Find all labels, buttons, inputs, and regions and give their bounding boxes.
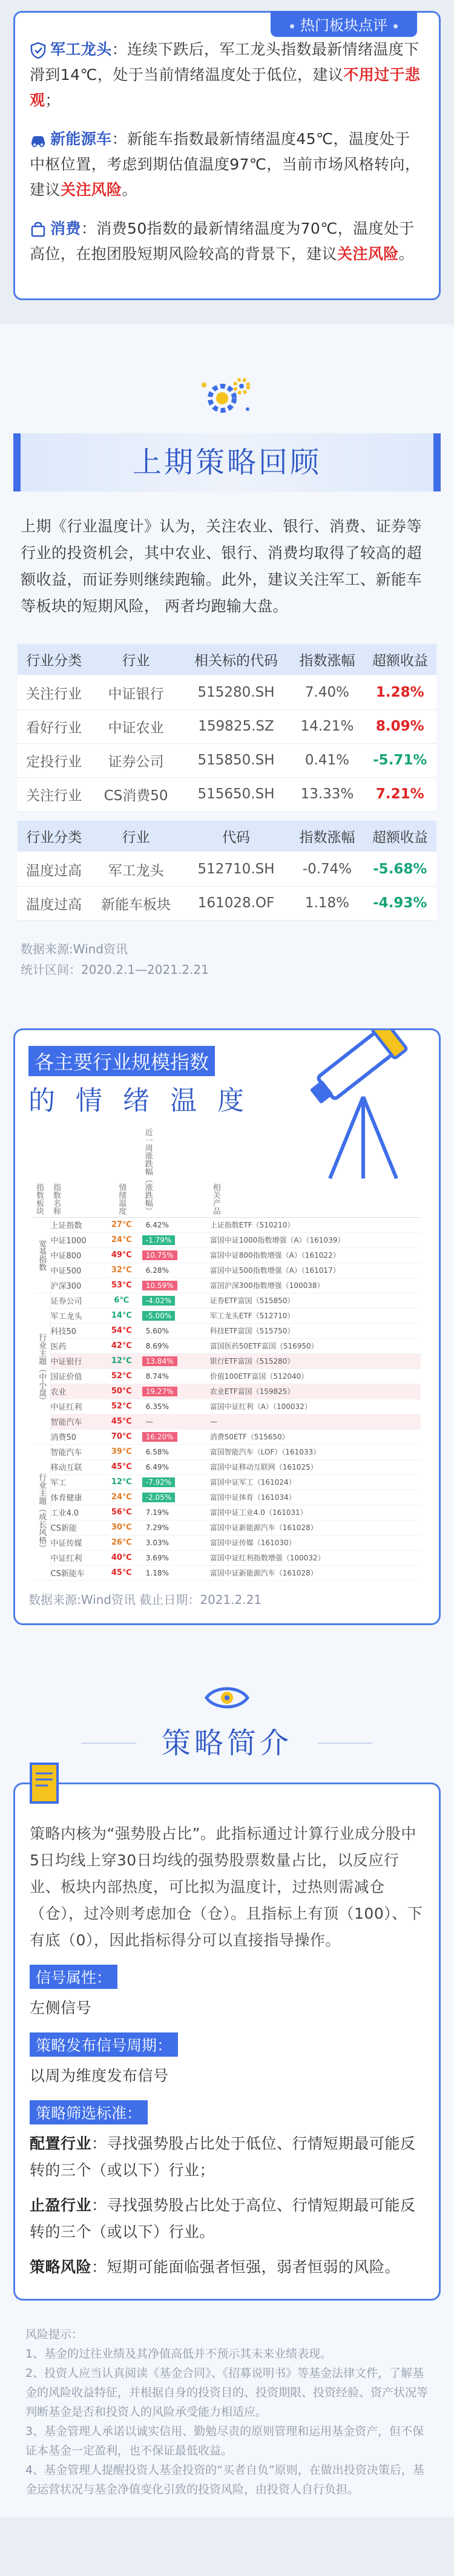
signal-period-label: 策略发布信号周期： — [30, 2032, 178, 2057]
table-row: 温度过高 军工龙头 512710.SH -0.74% -5.68% — [18, 852, 436, 886]
change-value: — — [145, 1417, 153, 1426]
temperature-value: 45℃ — [106, 1414, 137, 1429]
index-name: 科技50 — [50, 1323, 106, 1338]
temperature-value: 24℃ — [106, 1232, 137, 1247]
temperature-value: 14℃ — [106, 1308, 137, 1323]
table-row — [33, 1232, 421, 1247]
related-product: 富国中证红利（A）（100032） — [204, 1399, 421, 1414]
related-product: 富国中证体育（161034） — [204, 1490, 421, 1505]
risk-disclaimer: 风险提示： 1、基金的过往业绩及其净值高低并不预示其未来业绩表现。 2、投资人应当认真阅读《基金合同》、《招募说明书》等基金法律文件，了解基金的风险收益特征，并根据自身的投资目的、投资期限、投资经验、资产状况等判断基金是否和投资人的风险承受能力相适应。 3、基金管理人承诺以诚实信用、勤勉尽责的原则管理和运用基金资产，但不保证本基金一定盈利，也不保证最低收益。 4、基金管理人提醒投资人基金投资的“买者自负”原则，在做出投资决策后，基金运营状况与基金净值变化引致的投资风险，由投资人自行负担。 — [25, 2327, 429, 2496]
table-row: 看好行业 中证农业 159825.SZ 14.21% 8.09% — [18, 709, 436, 743]
temperature-value: 50℃ — [106, 1384, 137, 1399]
index-name: 智能汽车 — [50, 1444, 106, 1459]
temperature-value: 32℃ — [106, 1263, 137, 1278]
table-header: 行业分类 行业 代码 指数涨幅 超额收益 — [18, 821, 436, 852]
criteria-risk: 策略风险：短期可能面临强者恒强，弱者恒弱的风险。 — [30, 2258, 401, 2276]
table-row: 温度过高 新能车板块 161028.OF 1.18% -4.93% — [18, 886, 436, 920]
review-title: 上期策略回顾 — [132, 445, 321, 479]
table-row — [33, 1263, 421, 1278]
index-name: 军工龙头 — [50, 1308, 106, 1323]
table-row — [33, 1429, 421, 1444]
table-row — [33, 1323, 421, 1338]
temperature-table — [33, 1128, 421, 1581]
index-name: 农业 — [50, 1384, 106, 1399]
change-value: 8.69% — [142, 1341, 173, 1351]
change-value: 13.84% — [142, 1356, 177, 1366]
change-value: 3.69% — [142, 1553, 173, 1563]
group-label: 宽基指数 — [33, 1217, 50, 1293]
table-row — [33, 1490, 421, 1505]
temperature-value: 45℃ — [106, 1565, 137, 1580]
related-product: 上证指数ETF（510210） — [204, 1217, 421, 1232]
group-label: 行业主题（中小盘） — [33, 1293, 50, 1444]
intro-card — [13, 1782, 441, 2301]
index-name: 中证红利 — [50, 1550, 106, 1565]
review-title-bar — [13, 433, 441, 491]
related-product: 农业ETF富国（159825） — [204, 1384, 421, 1399]
book-icon — [27, 1760, 64, 1809]
index-name: 工业4.0 — [50, 1505, 106, 1520]
related-product: 富国沪深300指数增强（100038） — [204, 1278, 421, 1293]
related-product: — — [204, 1414, 421, 1429]
telescope-icon — [306, 1028, 421, 1181]
table-header: 指数板块 指数名称 情绪温度 近一周涨跌幅（涨跌幅） 相关产品 — [33, 1128, 421, 1218]
related-product: 银行ETF富国（515280） — [204, 1353, 421, 1368]
shield-icon — [30, 42, 47, 59]
table-row — [33, 1459, 421, 1474]
review-section — [0, 324, 454, 1004]
related-product: 富国智能汽车（LOF）（161033） — [204, 1444, 421, 1459]
temperature-value: 12℃ — [106, 1353, 137, 1368]
related-product: 富国医药50ETF富国（516950） — [204, 1338, 421, 1353]
review-paragraph: 上期《行业温度计》认为，关注农业、银行、消费、证券等行业的投资机会，其中农业、银行、消费均取得了较高的超额收益，而证券则继续跑输。此外，建议关注军工、新能车等板块的短期风险， 两者均跑输大盘。 — [21, 518, 423, 615]
table-row — [33, 1293, 421, 1308]
temp-title-2: 的 情 绪 温 度 — [28, 1085, 250, 1116]
table-row: 关注行业 中证银行 515280.SH 7.40% 1.28% — [18, 675, 436, 709]
index-name: 军工 — [50, 1474, 106, 1490]
temperature-value: 27℃ — [106, 1217, 137, 1232]
index-name: 证券公司 — [50, 1293, 106, 1308]
hot-item-military: 军工龙头：连续下跌后，军工龙头指数最新情绪温度下滑到14℃，处于当前情绪温度处于低位，建议不用过于悲观； — [30, 41, 421, 109]
temperature-value: 54℃ — [106, 1323, 137, 1338]
criteria-takeprofit: 止盈行业：寻找强势股占比处于高位、行情短期最可能反转的三个（或以下）行业。 — [30, 2196, 416, 2241]
temperature-value: 42℃ — [106, 1338, 137, 1353]
change-value: 1.18% — [142, 1568, 173, 1578]
car-icon — [30, 131, 47, 148]
temperature-value: 45℃ — [106, 1459, 137, 1474]
change-value: -2.05% — [142, 1493, 175, 1502]
related-product: 富国中证工业4.0（161031） — [204, 1505, 421, 1520]
gear-icon — [0, 367, 454, 427]
table-row — [33, 1520, 421, 1535]
temperature-value: 53℃ — [106, 1278, 137, 1293]
table-row — [33, 1550, 421, 1565]
index-name: 沪深300 — [50, 1278, 106, 1293]
change-value: 10.75% — [142, 1250, 177, 1260]
temperature-value: 30℃ — [106, 1520, 137, 1535]
index-name: 医药 — [50, 1338, 106, 1353]
eye-icon — [13, 1680, 441, 1722]
temperature-value: 6℃ — [106, 1293, 137, 1308]
index-name: 国证价值 — [50, 1368, 106, 1384]
temperature-value: 70℃ — [106, 1429, 137, 1444]
table-row: 关注行业 CS消费50 515650.SH 13.33% 7.21% — [18, 777, 436, 811]
hot-item-consumption: 消费：消费50指数的最新情绪温度为70℃，温度处于高位，在抱团股短期风险较高的背景下，建议关注风险。 — [30, 220, 415, 263]
related-product: 富国中证1000指数增强（A）（161039） — [204, 1232, 421, 1247]
index-name: 中证500 — [50, 1263, 106, 1278]
table-row — [33, 1399, 421, 1414]
change-value: -4.02% — [142, 1296, 175, 1306]
shopping-bag-icon — [30, 221, 47, 238]
table-row — [33, 1535, 421, 1550]
temperature-value: 56℃ — [106, 1505, 137, 1520]
table-row — [33, 1308, 421, 1323]
change-value: 6.35% — [142, 1402, 173, 1411]
related-product: 富国中证军工（161024） — [204, 1474, 421, 1490]
index-name: CS新能 — [50, 1520, 106, 1535]
table-row — [33, 1278, 421, 1293]
related-product: 价值100ETF富国（512040） — [204, 1368, 421, 1384]
index-name: 消费50 — [50, 1429, 106, 1444]
index-name: 中证红利 — [50, 1399, 106, 1414]
index-name: 上证指数 — [50, 1217, 106, 1232]
change-value: 19.27% — [142, 1387, 177, 1396]
temperature-card — [13, 1028, 441, 1625]
criteria-label: 策略筛选标准： — [30, 2100, 148, 2124]
change-value: 6.28% — [142, 1266, 173, 1275]
change-value: 16.20% — [142, 1432, 177, 1442]
table-row — [33, 1565, 421, 1580]
related-product: 证券ETF富国（515850） — [204, 1293, 421, 1308]
index-name: 移动互联 — [50, 1459, 106, 1474]
index-name: 中证银行 — [50, 1353, 106, 1368]
change-value: -5.00% — [142, 1311, 175, 1321]
table-row — [33, 1505, 421, 1520]
table-row — [33, 1247, 421, 1263]
signal-attr-label: 信号属性： — [30, 1965, 117, 1989]
change-value: 6.42% — [142, 1220, 173, 1230]
table-header: 行业分类 行业 相关标的代码 指数涨幅 超额收益 — [18, 644, 436, 675]
change-value: 10.59% — [142, 1281, 177, 1290]
change-value: 6.49% — [142, 1462, 173, 1472]
index-name: 体育健康 — [50, 1490, 106, 1505]
hot-sectors-section — [0, 0, 454, 324]
related-product: 富国中证新能源汽车（161028） — [204, 1565, 421, 1580]
temp-source: 数据来源:Wind资讯 截止日期：2021.2.21 — [28, 1592, 262, 1607]
intro-paragraph: 策略内核为“强势股占比”。此指标通过计算行业成分股中5日均线上穿30日均线的强势股票数量占比，以反应行业、板块内部热度，可比拟为温度计，过热则需减仓（仓），过冷则考虑加仓（仓）。且指标上有顶（100）、下有底（0），因此指标得分可以直接指导操作。 — [30, 1824, 423, 1949]
table-row: 定投行业 证券公司 515850.SH 0.41% -5.71% — [18, 743, 436, 777]
index-name: 中证1000 — [50, 1232, 106, 1247]
hot-sectors-card — [13, 11, 441, 300]
related-product: 富国中证移动互联网（161025） — [204, 1459, 421, 1474]
related-product: 科技ETF富国（515750） — [204, 1323, 421, 1338]
temperature-value: 39℃ — [106, 1444, 137, 1459]
related-product: 富国中证800指数增强（A）（161022） — [204, 1247, 421, 1263]
table-row — [33, 1338, 421, 1353]
review-source: 数据来源:Wind资讯 统计区间：2020.2.1—2021.2.21 — [21, 941, 209, 977]
intro-section — [0, 1643, 454, 2517]
hot-item-ev: 新能源车：新能车指数最新情绪温度45℃，温度处于中枢位置，考虑到期估值温度97℃，当前市场风格转向，建议关注风险。 — [30, 130, 421, 199]
related-product: 富国中证新能源汽车（161028） — [204, 1520, 421, 1535]
index-name: 中证800 — [50, 1247, 106, 1263]
signal-attr-text: 左侧信号 — [30, 1999, 92, 2017]
temperature-value: 40℃ — [106, 1550, 137, 1565]
related-product: 军工龙头ETF（512710） — [204, 1308, 421, 1323]
temperature-value: 49℃ — [106, 1247, 137, 1263]
table-row — [33, 1217, 421, 1232]
performance-table — [18, 644, 436, 921]
change-value: 6.58% — [142, 1447, 173, 1457]
change-value: 5.60% — [142, 1326, 173, 1336]
related-product: 富国中证传媒（161030） — [204, 1535, 421, 1550]
intro-title: 策略简介 — [161, 1726, 292, 1760]
temperature-value: 52℃ — [106, 1368, 137, 1384]
table-row — [33, 1368, 421, 1384]
temperature-value: 52℃ — [106, 1399, 137, 1414]
change-value: 7.19% — [142, 1508, 173, 1517]
change-value: -1.79% — [142, 1235, 175, 1245]
table-row — [33, 1444, 421, 1459]
temp-title-1: 各主要行业规模指数 — [28, 1046, 215, 1076]
intro-title-wrap — [142, 1722, 312, 1764]
index-name: 智能汽车 — [50, 1414, 106, 1429]
temperature-section — [0, 1004, 454, 1643]
table-row — [33, 1414, 421, 1429]
table-row — [33, 1474, 421, 1490]
table-row — [33, 1384, 421, 1399]
temperature-value: 26℃ — [106, 1535, 137, 1550]
index-name: CS新能车 — [50, 1565, 106, 1580]
change-value: -7.92% — [142, 1477, 175, 1487]
index-name: 中证传媒 — [50, 1535, 106, 1550]
temperature-value: 12℃ — [106, 1474, 137, 1490]
criteria-config: 配置行业：寻找强势股占比处于低位、行情短期最可能反转的三个（或以下）行业； — [30, 2134, 416, 2179]
change-value: 8.74% — [142, 1372, 173, 1381]
group-label: 行业主题（成长风格） — [33, 1444, 50, 1580]
signal-period-text: 以周为维度发布信号 — [30, 2066, 169, 2085]
table-row — [33, 1353, 421, 1368]
related-product: 消费50ETF（515650） — [204, 1429, 421, 1444]
related-product: 富国中证500指数增强（A）（161017） — [204, 1263, 421, 1278]
related-product: 富国中证红利指数增强（100032） — [204, 1550, 421, 1565]
change-value: 7.29% — [142, 1523, 173, 1533]
change-value: 3.03% — [142, 1538, 173, 1548]
temperature-value: 24℃ — [106, 1490, 137, 1505]
hot-sectors-tag: 热门板块点评 — [271, 11, 417, 37]
